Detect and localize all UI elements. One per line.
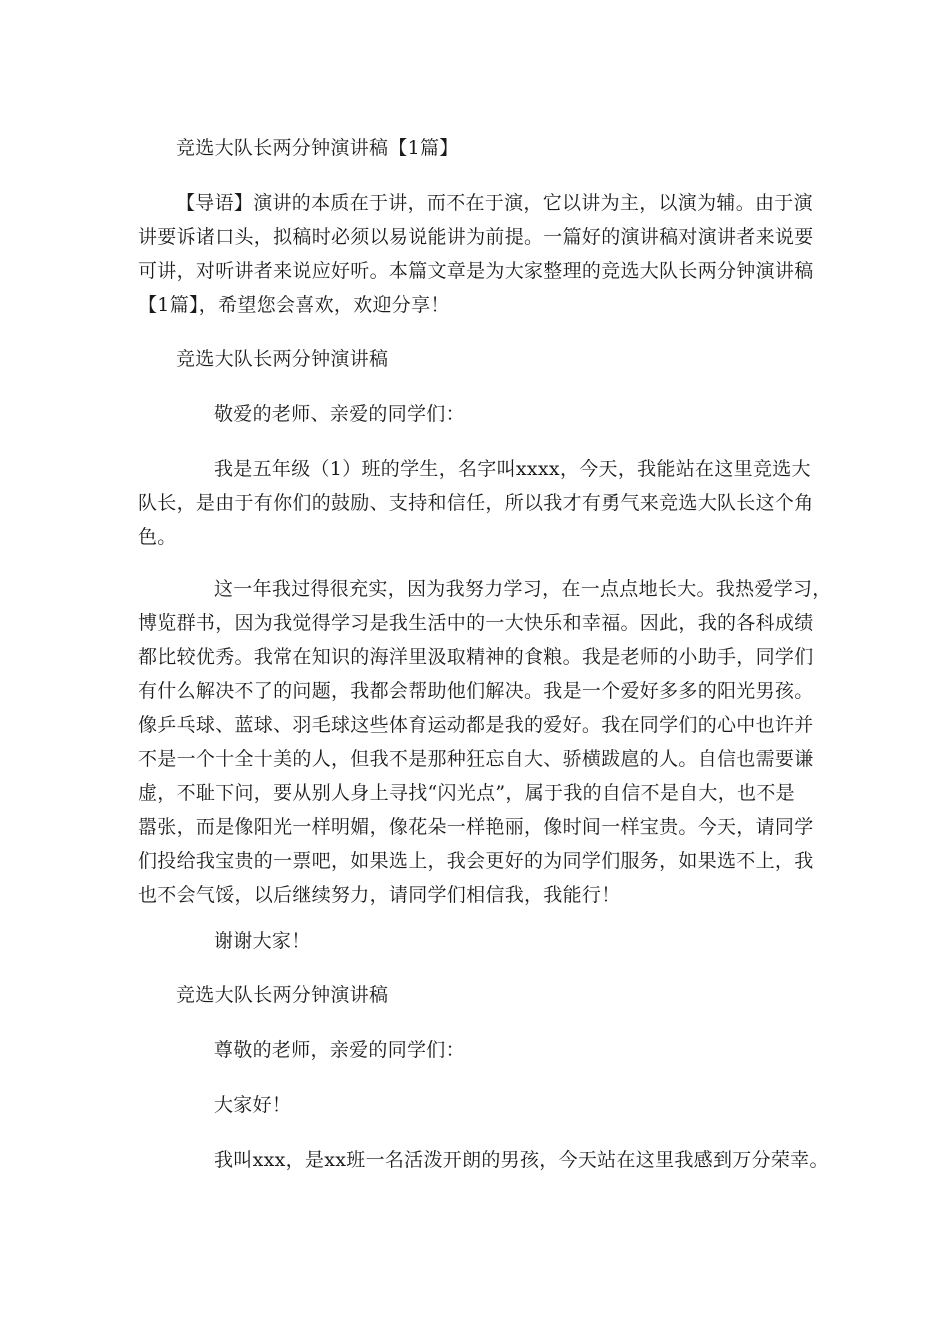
paragraph-line: 这一年我过得很充实，因为我努力学习，在一点点地长大。我热爱学习， bbox=[214, 578, 832, 600]
paragraph-line: 像乒乓球、蓝球、羽毛球这些体育运动都是我的爱好。我在同学们的心中也许并 bbox=[138, 714, 814, 736]
speech1-paragraph-2 bbox=[138, 572, 838, 912]
speech1-paragraph-1 bbox=[138, 452, 838, 554]
intro-paragraph bbox=[138, 186, 838, 322]
paragraph-line: 有什么解决不了的问题，我都会帮助他们解决。我是一个爱好多多的阳光男孩。 bbox=[138, 680, 814, 702]
intro-line: 【导语】演讲的本质在于讲，而不在于演，它以讲为主，以演为辅。由于演 bbox=[176, 192, 813, 214]
paragraph-line: 都比较优秀。我常在知识的海洋里汲取精神的食粮。我是老师的小助手，同学们 bbox=[138, 646, 814, 668]
intro-line: 讲要诉诸口头，拟稿时必须以易说能讲为前提。一篇好的演讲稿对演讲者来说要 bbox=[138, 226, 814, 248]
paragraph-line: 色。 bbox=[138, 526, 177, 548]
paragraph-line: 博览群书，因为我觉得学习是我生活中的一大快乐和幸福。因此，我的各科成绩 bbox=[138, 612, 814, 634]
paragraph-line: 嚣张，而是像阳光一样明媚，像花朵一样艳丽，像时间一样宝贵。今天，请同学 bbox=[138, 816, 814, 838]
intro-line: 【1篇】，希望您会喜欢，欢迎分享！ bbox=[138, 294, 450, 316]
paragraph-line: 我是五年级（1）班的学生，名字叫xxxx，今天，我能站在这里竞选大 bbox=[214, 458, 811, 480]
speech2-greeting: 大家好！ bbox=[214, 1094, 292, 1116]
paragraph-line: 不是一个十全十美的人，但我不是那种狂忘自大、骄横跋扈的人。自信也需要谦 bbox=[138, 748, 814, 770]
speech2-heading: 竞选大队长两分钟演讲稿 bbox=[176, 984, 389, 1006]
speech2-paragraph-1: 我叫xxx，是xx班一名活泼开朗的男孩，今天站在这里我感到万分荣幸。 bbox=[214, 1149, 829, 1171]
speech1-salutation: 敬爱的老师、亲爱的同学们： bbox=[214, 403, 465, 425]
paragraph-line: 也不会气馁，以后继续努力，请同学们相信我，我能行！ bbox=[138, 884, 621, 906]
speech1-closing: 谢谢大家！ bbox=[214, 930, 311, 952]
paragraph-line: 队长，是由于有你们的鼓励、支持和信任，所以我才有勇气来竞选大队长这个角 bbox=[138, 492, 814, 514]
paragraph-line: 虚，不耻下问，要从别人身上寻找“闪光点”，属于我的自信不是自大，也不是 bbox=[138, 782, 795, 804]
paragraph-line: 们投给我宝贵的一票吧，如果选上，我会更好的为同学们服务，如果选不上，我 bbox=[138, 850, 814, 872]
document-title: 竞选大队长两分钟演讲稿【1篇】 bbox=[176, 137, 459, 159]
intro-line: 可讲，对听讲者来说应好听。本篇文章是为大家整理的竞选大队长两分钟演讲稿 bbox=[138, 260, 814, 282]
speech1-heading: 竞选大队长两分钟演讲稿 bbox=[176, 348, 389, 370]
speech2-salutation: 尊敬的老师，亲爱的同学们： bbox=[214, 1039, 465, 1061]
